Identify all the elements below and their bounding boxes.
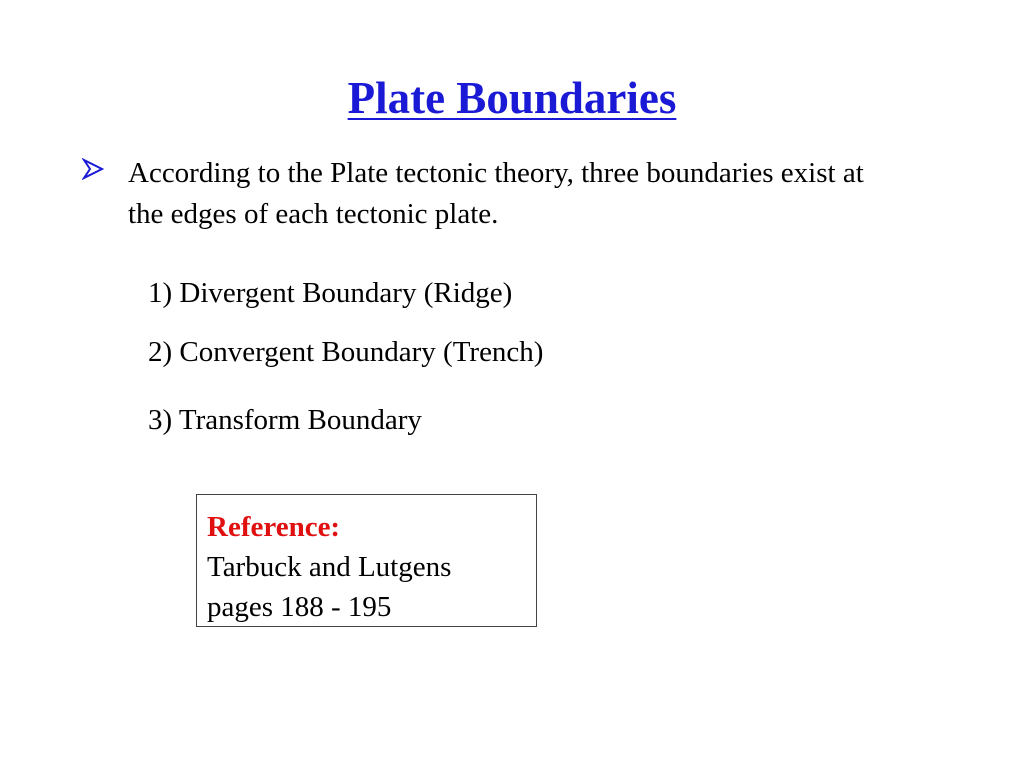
reference-authors: Tarbuck and Lutgens	[207, 551, 452, 583]
bullet-paragraph	[82, 153, 912, 235]
arrow-bullet-icon	[82, 158, 128, 180]
boundary-item-convergent: 2) Convergent Boundary (Trench)	[148, 336, 544, 368]
boundary-item-divergent: 1) Divergent Boundary (Ridge)	[148, 277, 513, 309]
reference-heading: Reference:	[207, 511, 341, 543]
boundary-item-transform: 3) Transform Boundary	[148, 404, 422, 436]
bullet-text: According to the Plate tectonic theory, three boundaries exist at the edges of each tectonic plate.	[128, 157, 864, 230]
slide-title: Plate Boundaries	[347, 73, 677, 123]
reference-box	[196, 494, 537, 627]
reference-pages: pages 188 - 195	[207, 591, 392, 623]
